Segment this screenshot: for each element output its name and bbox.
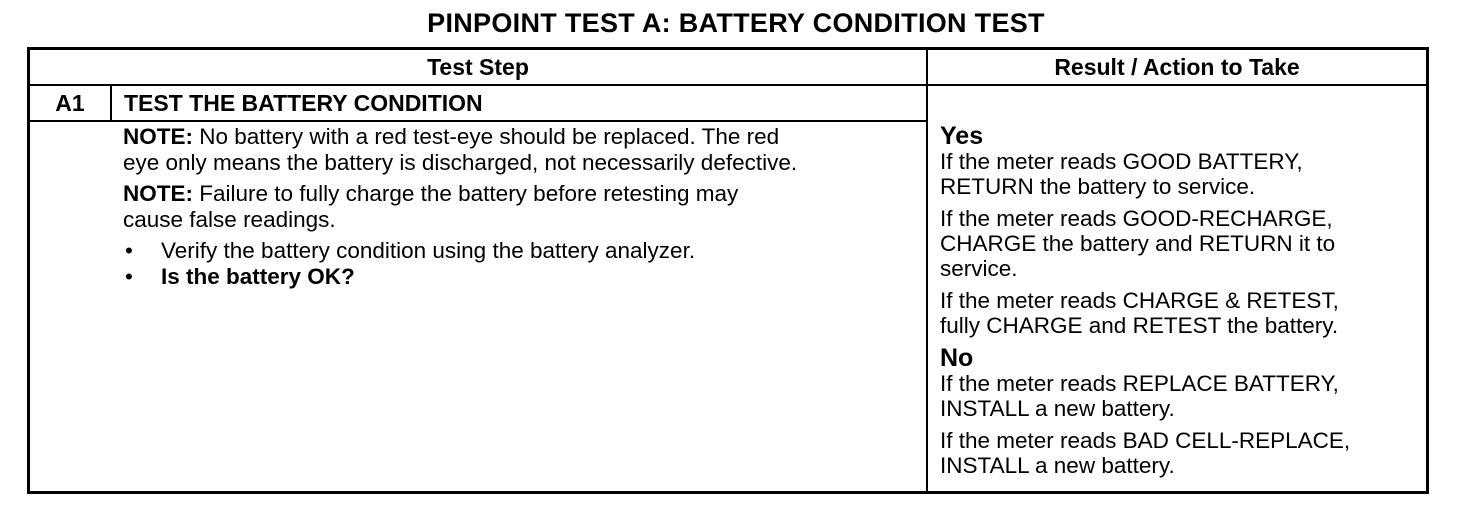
step-id: A1 bbox=[55, 90, 85, 116]
note-label: NOTE: bbox=[123, 124, 193, 149]
result-line: CHARGE the battery and RETURN it to bbox=[940, 231, 1336, 256]
result-line: INSTALL a new battery. bbox=[940, 453, 1175, 478]
header-test-step: Test Step bbox=[427, 54, 529, 80]
step-body bbox=[123, 124, 913, 290]
result-line: RETURN the battery to service. bbox=[940, 174, 1256, 199]
result-line: If the meter reads REPLACE BATTERY, bbox=[940, 371, 1339, 396]
note-text: Failure to fully charge the battery before retesting may bbox=[199, 181, 739, 206]
note-1 bbox=[123, 124, 913, 176]
bullet-icon: • bbox=[125, 238, 133, 263]
bullet-item bbox=[123, 264, 913, 290]
result-yes-action-3 bbox=[940, 288, 1420, 338]
result-yes-action-1 bbox=[940, 149, 1420, 199]
result-line: fully CHARGE and RETEST the battery. bbox=[940, 313, 1339, 338]
result-line: If the meter reads BAD CELL-REPLACE, bbox=[940, 428, 1351, 453]
result-column bbox=[940, 123, 1420, 485]
result-line: INSTALL a new battery. bbox=[940, 396, 1175, 421]
note-label: NOTE: bbox=[123, 181, 193, 206]
bullet-question: Is the battery OK? bbox=[161, 264, 355, 289]
note-line bbox=[123, 181, 913, 207]
page-title: PINPOINT TEST A: BATTERY CONDITION TEST bbox=[427, 8, 1045, 38]
result-line: If the meter reads GOOD-RECHARGE, bbox=[940, 206, 1333, 231]
note-line bbox=[123, 124, 913, 150]
result-no-action-2 bbox=[940, 428, 1420, 478]
note-line: cause false readings. bbox=[123, 207, 336, 232]
result-yes-action-2 bbox=[940, 206, 1420, 281]
result-line: If the meter reads CHARGE & RETEST, bbox=[940, 288, 1339, 313]
bullet-icon: • bbox=[125, 264, 133, 289]
header-result-action: Result / Action to Take bbox=[1054, 54, 1300, 80]
bullet-item bbox=[123, 238, 913, 264]
result-line: If the meter reads GOOD BATTERY, bbox=[940, 149, 1303, 174]
step-title: TEST THE BATTERY CONDITION bbox=[124, 90, 483, 116]
step-title-divider bbox=[29, 120, 927, 122]
step-id-divider bbox=[110, 85, 112, 121]
result-line: service. bbox=[940, 256, 1018, 281]
note-text: No battery with a red test-eye should be replaced. The red bbox=[199, 124, 780, 149]
result-no-action-1 bbox=[940, 371, 1420, 421]
result-yes-label: Yes bbox=[940, 122, 984, 150]
note-2 bbox=[123, 181, 913, 233]
column-divider bbox=[926, 49, 928, 492]
bullet-text: Verify the battery condition using the battery analyzer. bbox=[161, 238, 696, 263]
note-line: eye only means the battery is discharged, not necessarily defective. bbox=[123, 150, 798, 175]
result-no-label: No bbox=[940, 344, 974, 372]
